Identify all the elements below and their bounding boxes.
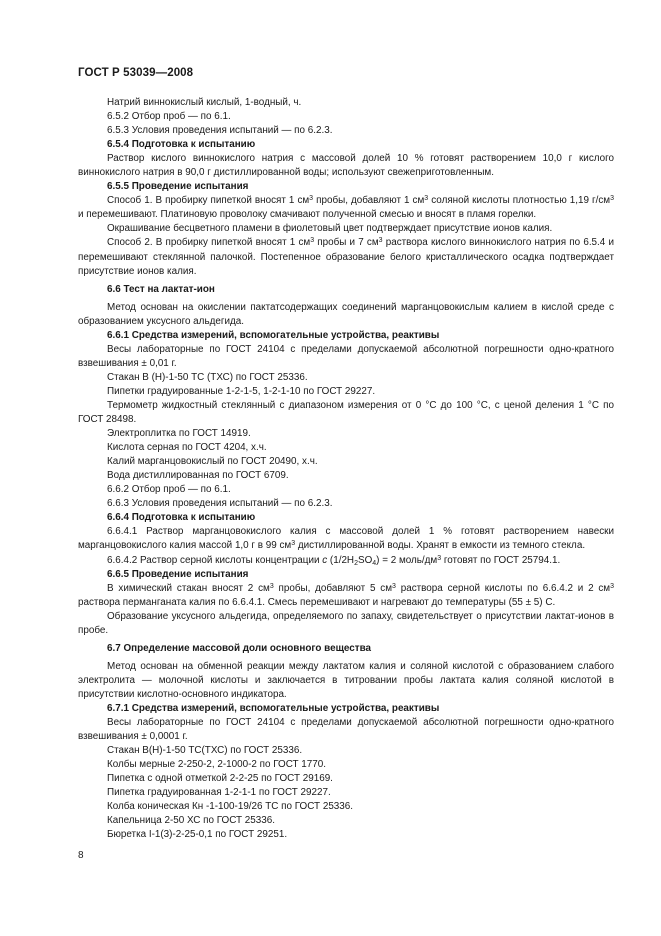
paragraph: Пипетка градуированная 1-2-1-1 по ГОСТ 29227.: [107, 787, 331, 799]
paragraph: Термометр жидкостный стеклянный с диапазоном измерения от 0 °С до 100 °С, с ценой деления 1 °С по ГОСТ 28498.: [78, 399, 614, 426]
paragraph: 6.6.3 Условия проведения испытаний — по 6.2.3.: [107, 498, 333, 510]
paragraph: Стакан В(Н)-1-50 ТС(ТХС) по ГОСТ 25336.: [107, 745, 303, 757]
paragraph: В химический стакан вносят 2 $см^3$ пробы, добавляют 5 $см^3$ раствора серной кислоты по 6.6.4.2 и 2 $см^3$ раствора перманганата калия по 6.6.4.1. Смесь перемешивают и нагревают до температуры (55 ± 5) С.: [78, 582, 614, 608]
paragraph: Способ 1. В пробирку пипеткой вносят 1 $см^3$ пробы, добавляют 1 $см^3$ соляной кислоты плотностью 1,19 $г/см^3$ и перемешивают. Платиновую проволоку смачивают полученной смесью и вносят в пламя горелки.: [78, 195, 614, 221]
page-number: 8: [78, 850, 84, 861]
paragraph: 6.5.2 Отбор проб — по 6.1.: [107, 111, 231, 123]
section-heading: 6.6 Тест на лактат-ион: [107, 283, 215, 295]
subsection-heading: 6.6.4 Подготовка к испытанию: [107, 512, 256, 524]
subsection-heading: 6.6.1 Средства измерений, вспомогательные устройства, реактивы: [107, 329, 440, 341]
document-body: [78, 96, 614, 842]
paragraph: 6.6.4.2 Раствор серной кислоты концентрации c $(1/2H_2SO_4) = 2$ моль/$дм^3$ готовят по ГОСТ 25794.1.: [107, 554, 561, 567]
paragraph: 6.6.2 Отбор проб — по 6.1.: [107, 484, 231, 496]
paragraph: Весы лабораторные по ГОСТ 24104 с пределами допускаемой абсолютной погрешности одно-кратного взвешивания ± 0,0001 г.: [78, 717, 614, 743]
section-heading: 6.7 Определение массовой доли основного вещества: [107, 642, 372, 654]
paragraph: Колба коническая Кн -1-100-19/26 ТС по ГОСТ 25336.: [107, 801, 354, 813]
subsection-heading: 6.5.4 Подготовка к испытанию: [107, 139, 256, 151]
paragraph: Окрашивание бесцветного пламени в фиолетовый цвет подтверждает присутствие ионов калия.: [107, 223, 553, 235]
subsection-heading: 6.5.5 Проведение испытания: [107, 181, 249, 193]
paragraph: Метод основан на окислении пактатсодержащих соединений марганцовокислым калием в кислой среде с образованием уксусного альдегида.: [78, 301, 614, 327]
subsection-heading: 6.6.5 Проведение испытания: [107, 568, 249, 580]
paragraph: Пипетка с одной отметкой 2-2-25 по ГОСТ 29169.: [107, 773, 333, 785]
paragraph: Стакан В (Н)-1-50 ТС (ТХС) по ГОСТ 25336.: [107, 371, 308, 383]
paragraph: Бюретка I-1(3)-2-25-0,1 по ГОСТ 29251.: [107, 829, 288, 841]
paragraph: Кислота серная по ГОСТ 4204, х.ч.: [107, 442, 267, 454]
subsection-heading: 6.7.1 Средства измерений, вспомогательные устройства, реактивы: [107, 702, 440, 714]
paragraph: Образование уксусного альдегида, определяемого по запаху, свидетельствует о присутствии лактат-ионов в пробе.: [78, 610, 614, 636]
paragraph: Способ 2. В пробирку пипеткой вносят 1 $см^3$ пробы и 7 $см^3$ раствора кислого виннокислого натрия по 6.5.4 и перемешивают стеклянной палочкой. Постепенное образование белого кристаллического осадка подтверждает присутствие ионов калия.: [78, 237, 614, 277]
paragraph: 6.5.3 Условия проведения испытаний — по 6.2.3.: [107, 125, 333, 137]
paragraph: Раствор кислого виннокислого натрия с массовой долей 10 % готовят растворением 10,0 г кислого виннокислого натрия в 90,0 г дистиллированной воды; используют свежеприготовленным.: [78, 153, 614, 179]
paragraph: Колбы мерные 2-250-2, 2-1000-2 по ГОСТ 1770.: [107, 759, 326, 771]
paragraph: 6.6.4.1 Раствор марганцовокислого калия с массовой долей 1 % готовят растворением навески марганцовокислого калия массой 1,0 г в 99 $см^3$ дистиллированной воды. Хранят в емкости из темного стекла.: [78, 526, 614, 552]
paragraph: Пипетки градуированные 1-2-1-5, 1-2-1-10 по ГОСТ 29227.: [107, 385, 376, 397]
paragraph: Калий марганцовокислый по ГОСТ 20490, х.ч.: [107, 456, 318, 468]
paragraph: Вода дистиллированная по ГОСТ 6709.: [107, 470, 289, 482]
paragraph: Натрий виннокислый кислый, 1-водный, ч.: [107, 97, 302, 108]
paragraph: Электроплитка по ГОСТ 14919.: [107, 428, 251, 440]
standard-header: ГОСТ Р 53039—2008: [78, 67, 194, 79]
paragraph: Капельница 2-50 ХС по ГОСТ 25336.: [107, 815, 276, 827]
paragraph: Метод основан на обменной реакции между лактатом калия и соляной кислотой с образованием слабого электролита — молочной кислоты и заключается в титровании пробы лактата калия соляной кислотой в присутствии кислотно-основного индикатора.: [78, 660, 614, 700]
paragraph: Весы лабораторные по ГОСТ 24104 с пределами допускаемой абсолютной погрешности одно-кратного взвешивания ± 0,01 г.: [78, 343, 614, 369]
